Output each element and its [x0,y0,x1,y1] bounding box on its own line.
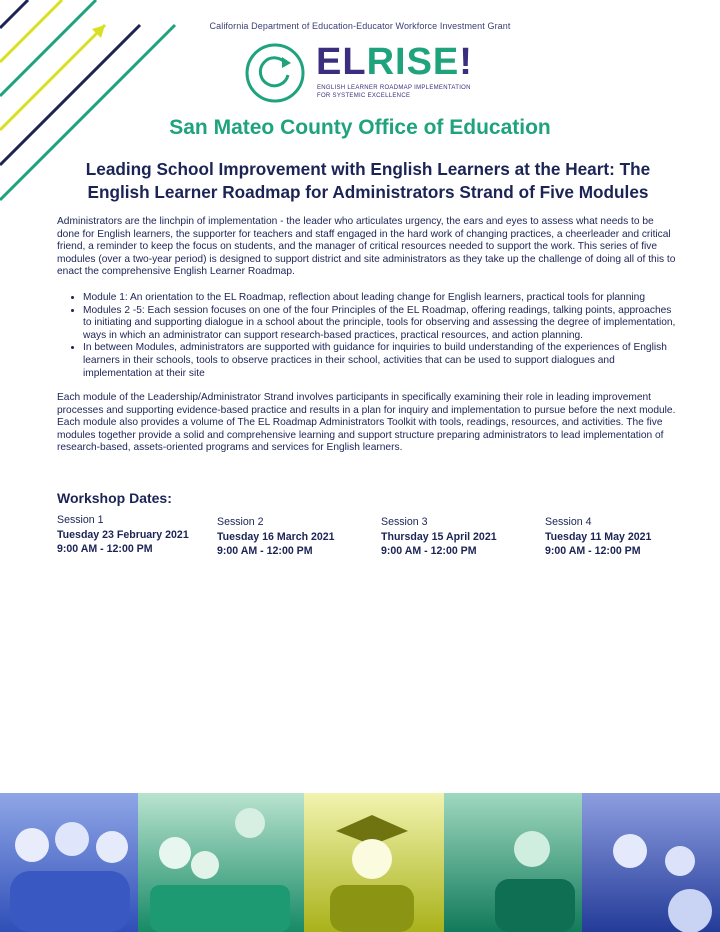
workshop-dates-title: Workshop Dates: [57,490,172,506]
logo-subtitle [317,84,471,100]
session-name: Session 1 [57,514,104,526]
intro-paragraph: Administrators are the linchpin of implementation - the leader who articulates urgency, the ears and eyes to assess what needs to be done for English learners, the supporter for teachers and staff engaged in the hard work of changing practices, a cheerleader and critical friend, a reminder to keep the focus on students, and the manager of critical resources needed to support the work. This series of five modules (over a two-year period) is designed to support district and site administrators as they take up the challenge of doing all of this to enact the comprehensive English Learner Roadmap. [57,216,676,278]
session-time: 9:00 AM - 12:00 PM [217,545,313,557]
session-4 [545,515,651,559]
session-2 [217,515,335,559]
page-title-line1: Leading School Improvement with English Learners at the Heart: The [85,159,651,179]
session-date: Tuesday 16 March 2021 [217,530,335,543]
logo-subtitle-line1: ENGLISH LEARNER ROADMAP IMPLEMENTATION [317,85,471,91]
page-title [48,158,688,204]
session-name: Session 2 [217,516,264,528]
session-time: 9:00 AM - 12:00 PM [57,543,153,555]
module-list [57,292,679,380]
session-date: Tuesday 23 February 2021 [57,528,189,541]
photo-strip [0,793,720,932]
list-item: • In between Modules, administrators are supported with guidance for inquiries to build understanding of the experiences of English learners in their schools, tools to observe practices in their school, activities that can be used to support dialogues and implementation at their site [83,342,679,380]
session-3 [381,515,497,559]
photo-student [444,793,582,932]
logo-rise: RISE [366,41,460,83]
elrise-logo-wordmark [316,42,473,82]
session-date: Tuesday 11 May 2021 [545,530,652,543]
session-date: Thursday 15 April 2021 [381,530,497,543]
photo-classroom [138,793,304,932]
session-name: Session 3 [381,516,428,528]
session-time: 9:00 AM - 12:00 PM [545,545,641,557]
session-time: 9:00 AM - 12:00 PM [381,545,477,557]
strand-paragraph: Each module of the Leadership/Administrator Strand involves participants in specifically examining their role in leading improvement processes and supporting evidence-based practice and results in a plan for inquiry and implementation to pursue before the next module. Each module also provides a volume of The EL Roadmap Administrators Toolkit with tools, readings, resources, and activities. The five modules together provide a solid and comprehensive learning and support structure preparing administrators to lead implementation of research-based, assets-oriented programs and services for English learners. [57,392,676,454]
logo-subtitle-line2: FOR SYSTEMIC EXCELLENCE [317,93,411,99]
list-item: • Module 1: An orientation to the EL Roadmap, reflection about leading change for English learners, practical tools for planning [83,292,679,305]
photo-reading [582,793,720,932]
session-1 [57,513,189,557]
organization-title: San Mateo County Office of Education [169,116,551,139]
grant-line: California Department of Education-Educator Workforce Investment Grant [209,21,511,31]
session-name: Session 4 [545,516,592,528]
page-title-line2: English Learner Roadmap for Administrators Strand of Five Modules [87,182,649,202]
photo-children [0,793,138,932]
photo-graduate [304,793,444,932]
logo-el: EL [316,41,367,83]
list-item: • Modules 2 -5: Each session focuses on one of the four Principles of the EL Roadmap, offering readings, talking points, approaches to initiating and supporting dialogue in a school about the principle, tools for observing and assessing the degree of implementation, ways in which an administrator can support research-based practices, practical resources, and action planning. [83,305,679,343]
elrise-logo-icon [244,42,306,104]
logo-bang: ! [459,41,473,83]
